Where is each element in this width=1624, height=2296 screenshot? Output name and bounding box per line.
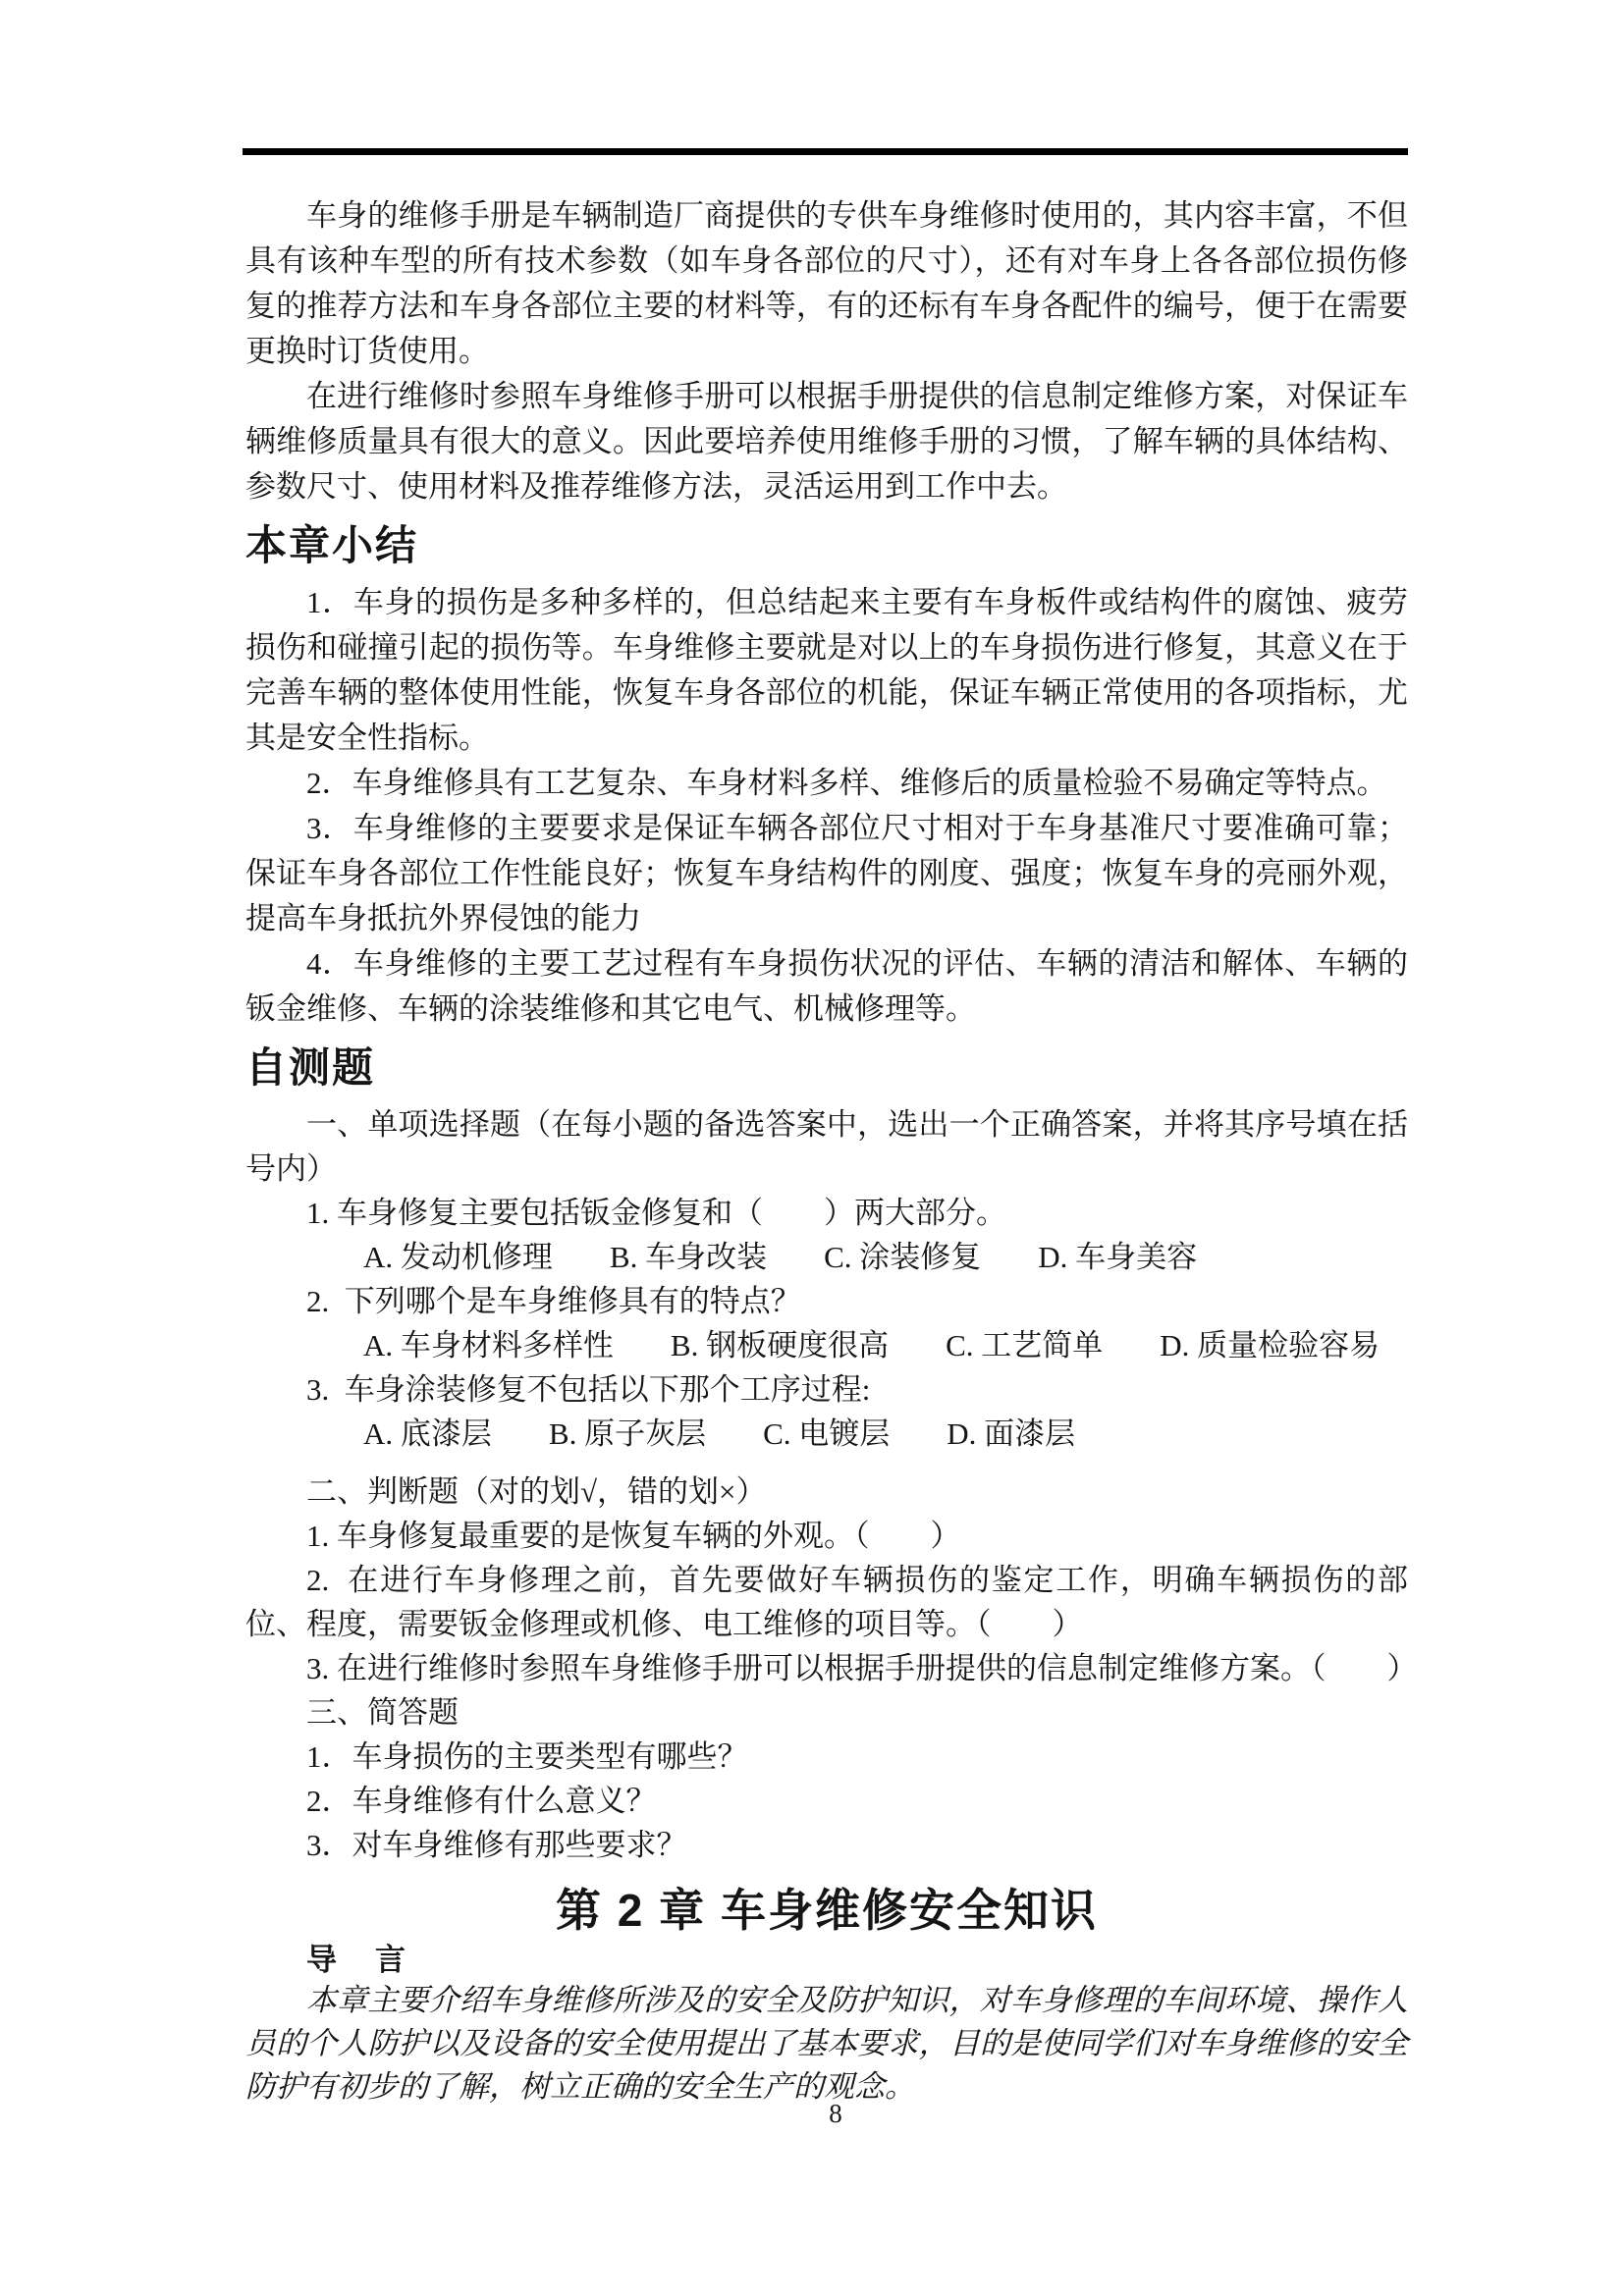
option-label: B. 原子灰层 bbox=[548, 1416, 707, 1451]
option-label: D. 车身美容 bbox=[1038, 1240, 1198, 1274]
header-rule bbox=[243, 148, 1408, 155]
option-label: D. 质量检验容易 bbox=[1160, 1328, 1380, 1362]
mc-question-1-options bbox=[363, 1235, 1408, 1279]
mc-question-1-stem: 1. 车身修复主要包括钣金修复和（ ）两大部分。 bbox=[306, 1196, 1006, 1230]
multiple-choice-intro: 一、单项选择题（在每小题的备选答案中，选出一个正确答案，并将其序号填在括号内） bbox=[245, 1107, 1408, 1186]
summary-point-2: 2．车身维修具有工艺复杂、车身材料多样、维修后的质量检验不易确定等特点。 bbox=[306, 766, 1387, 800]
option-label: B. 车身改装 bbox=[609, 1240, 768, 1274]
tf-question-3: 3. 在进行维修时参照车身维修手册可以根据手册提供的信息制定维修方案。（ ） bbox=[306, 1651, 1418, 1685]
page-content bbox=[245, 158, 1418, 2109]
mc-question-3-options bbox=[363, 1412, 1408, 1456]
option-label: C. 涂装修复 bbox=[824, 1240, 982, 1274]
option-label: A. 车身材料多样性 bbox=[363, 1328, 614, 1362]
page-number: 8 bbox=[829, 2099, 842, 2128]
summary-point-1: 1．车身的损伤是多种多样的，但总结起来主要有车身板件或结构件的腐蚀、疲劳损伤和碰撞引起的损伤等。车身维修主要就是对以上的车身损伤进行修复，其意义在于完善车辆的整体使用性能，恢复车身各部位的机能，保证车辆正常使用的各项指标，尤其是安全性指标。 bbox=[245, 585, 1408, 755]
chapter-2-lead-heading: 导 言 bbox=[306, 1943, 409, 1977]
true-false-intro: 二、判断题（对的划√，错的划×） bbox=[306, 1474, 767, 1509]
section-heading-self-test: 自测题 bbox=[245, 1044, 376, 1091]
body-paragraph-manual-usage: 在进行维修时参照车身维修手册可以根据手册提供的信息制定维修方案，对保证车辆维修质量具有很大的意义。因此要培养使用维修手册的习惯，了解车辆的具体结构、参数尺寸、使用材料及推荐维修方法，灵活运用到工作中去。 bbox=[245, 379, 1408, 504]
chapter-2-title: 第 2 章 车身维修安全知识 bbox=[556, 1885, 1098, 1936]
sa-question-3: 3．对车身维修有那些要求？ bbox=[306, 1828, 687, 1862]
section-heading-chapter-summary: 本章小结 bbox=[245, 522, 419, 568]
option-label: A. 底漆层 bbox=[363, 1416, 492, 1451]
option-label: B. 钢板硬度很高 bbox=[670, 1328, 890, 1362]
chapter-2-lead-paragraph: 本章主要介绍车身维修所涉及的安全及防护知识，对车身修理的车间环境、操作人员的个人防护以及设备的安全使用提出了基本要求，目的是使同学们对车身维修的安全防护有初步的了解，树立正确的安全生产的观念。 bbox=[245, 1983, 1408, 2104]
sa-question-1: 1．车身损伤的主要类型有哪些？ bbox=[306, 1739, 748, 1774]
short-answer-intro: 三、简答题 bbox=[306, 1695, 459, 1730]
mc-question-2-options bbox=[363, 1323, 1408, 1367]
summary-point-4: 4．车身维修的主要工艺过程有车身损伤状况的评估、车辆的清洁和解体、车辆的钣金维修、车辆的涂装维修和其它电气、机械修理等。 bbox=[245, 946, 1408, 1026]
summary-point-3: 3．车身维修的主要要求是保证车辆各部位尺寸相对于车身基准尺寸要准确可靠；保证车身各部位工作性能良好；恢复车身结构件的刚度、强度；恢复车身的亮丽外观，提高车身抵抗外界侵蚀的能力 bbox=[245, 811, 1408, 935]
option-label: C. 电镀层 bbox=[763, 1416, 891, 1451]
tf-question-2: 2. 在进行车身修理之前，首先要做好车辆损伤的鉴定工作，明确车辆损伤的部位、程度，需要钣金修理或机修、电工维修的项目等。（ ） bbox=[245, 1563, 1408, 1641]
tf-question-1: 1. 车身修复最重要的是恢复车辆的外观。（ ） bbox=[306, 1519, 961, 1553]
mc-question-3-stem: 3. 车身涂装修复不包括以下那个工序过程: bbox=[306, 1372, 871, 1407]
mc-question-2-stem: 2. 下列哪个是车身维修具有的特点？ bbox=[306, 1284, 801, 1318]
sa-question-2: 2．车身维修有什么意义？ bbox=[306, 1784, 657, 1818]
option-label: C. 工艺简单 bbox=[946, 1328, 1104, 1362]
self-test-section bbox=[245, 1102, 1418, 1867]
option-label: D. 面漆层 bbox=[947, 1416, 1076, 1451]
body-paragraph-repair-manual: 车身的维修手册是车辆制造厂商提供的专供车身维修时使用的，其内容丰富，不但具有该种车型的所有技术参数（如车身各部位的尺寸），还有对车身上各各部位损伤修复的推荐方法和车身各部位主要的材料等，有的还标有车身各配件的编号，便于在需要更换时订货使用。 bbox=[245, 198, 1408, 368]
option-label: A. 发动机修理 bbox=[363, 1240, 553, 1274]
